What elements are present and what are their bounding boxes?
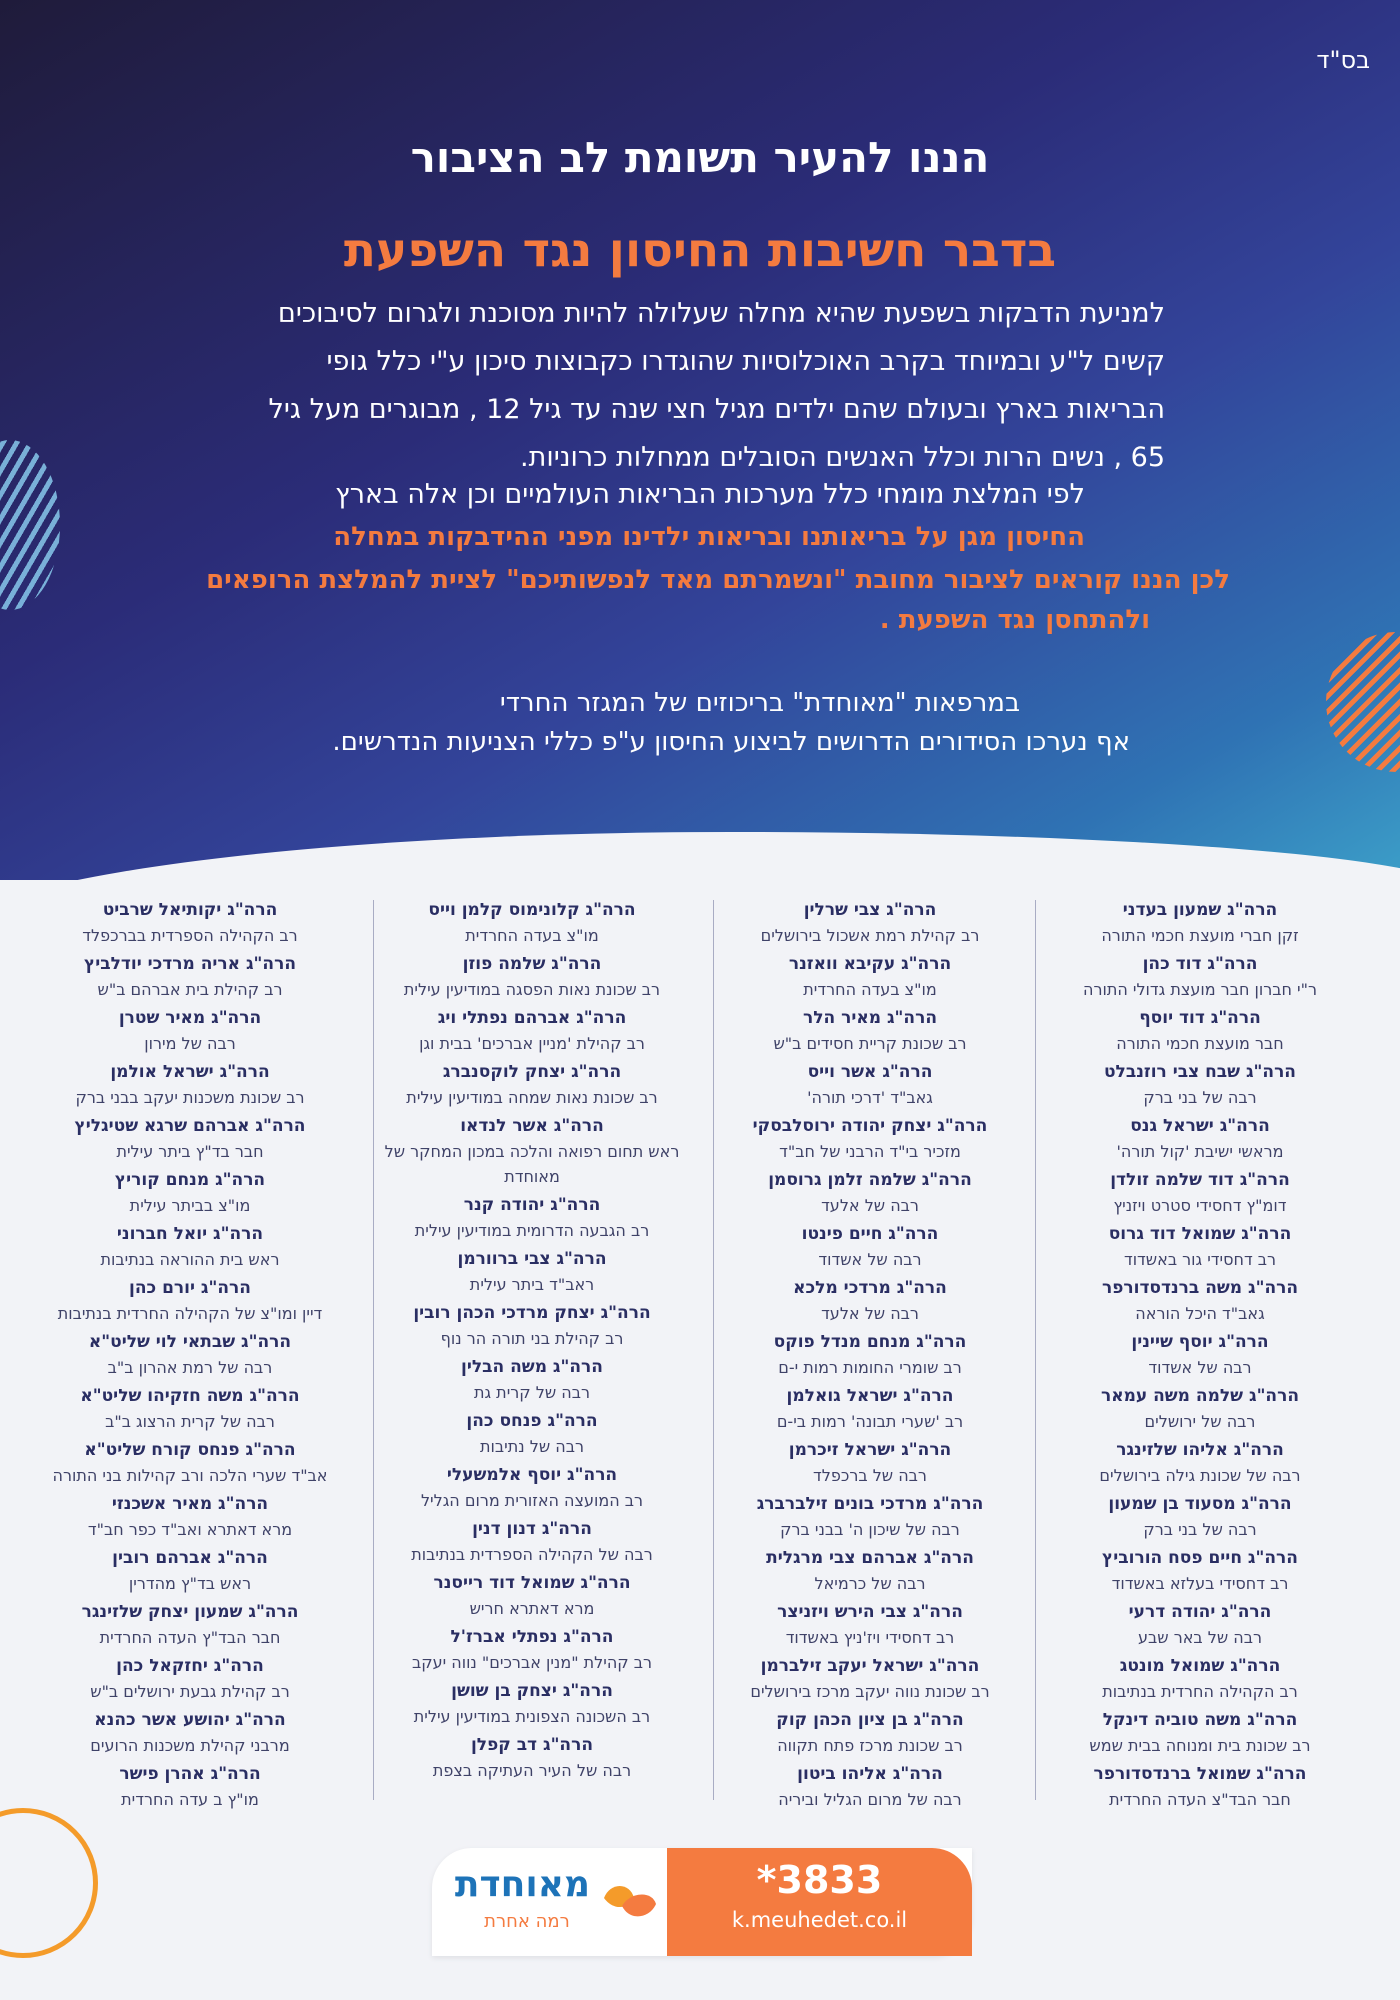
rabbi-entry [720,1438,1020,1488]
rabbi-entry [40,1006,340,1056]
brand-logo-text: מאוחדת [454,1864,590,1905]
rabbi-title: רבה של שיכון ה' בבני ברק [780,1520,960,1539]
rabbi-title: רב המועצה האזורית מרום הגליל [420,1491,644,1510]
rabbi-name: הרה"ג חיים פינטו [801,1224,939,1244]
rabbi-entry [720,1546,1020,1596]
rabbi-title: רב שכונת מרכז פתח תקווה [777,1736,963,1755]
rabbi-name: הרה"ג אברהם צבי מרגלית [766,1548,974,1568]
rabbi-entry [40,1060,340,1110]
rabbi-name: הרה"ג קלונימוס קלמן וייס [428,900,636,920]
brand-tagline: רמה אחרת [484,1911,570,1932]
rabbi-name: הרה"ג אברהם שרגא שטיגליץ [74,1116,306,1136]
rabbi-entry [382,1679,682,1729]
rabbi-name: הרה"ג חיים פסח הורוביץ [1102,1548,1298,1568]
rabbi-name: הרה"ג אריה מרדכי יודלביץ [84,954,296,974]
roster-column-4 [40,898,340,1810]
rabbi-title: רב שכונת קריית חסידים ב"ש [773,1034,967,1053]
rabbi-entry [382,1625,682,1675]
rabbi-title: רב קהילת בית אברהם ב"ש [97,980,283,999]
rabbi-entry [40,1546,340,1596]
rabbi-entry [1050,1114,1350,1164]
rabbi-name: הרה"ג יקותיאל שרביט [102,900,278,920]
rabbi-title: רבה של בני ברק [1143,1520,1257,1539]
rabbi-entry [40,1330,340,1380]
rabbi-entry [40,1168,340,1218]
rabbi-entry [382,952,682,1002]
rabbi-entry [40,1492,340,1542]
rabbi-entry [40,1708,340,1758]
rabbi-title: אב"ד שערי הלכה ורב קהילות בני התורה [52,1466,328,1485]
rabbi-entry [720,952,1020,1002]
rabbi-entry [40,1762,340,1812]
rabbi-entry [40,1276,340,1326]
clinics-line: במרפאות "מאוחדת" בריכוזים של המגזר החרדי [499,688,1020,718]
rabbi-entry [382,1409,682,1459]
rabbi-title: מרבני קהילת משכנות הרועים [90,1736,290,1755]
rabbi-title: רב הקהילה הספרדית בברכפלד [82,926,298,945]
rabbi-title: רב דחסידי בעלזא באשדוד [1111,1574,1289,1593]
rabbi-entry [1050,1492,1350,1542]
rabbi-name: הרה"ג צבי ברוורמן [457,1249,607,1269]
rabbi-title: דומ"ץ דחסידי סטרט ויזניץ [1113,1196,1287,1215]
rabbi-name: הרה"ג שמעון בעדני [1122,900,1278,920]
rabbi-name: הרה"ג ישראל גנס [1130,1116,1270,1136]
rabbi-title: רב הקהילה החרדית בנתיבות [1102,1682,1298,1701]
rabbi-name: הרה"ג משה ברנדסדורפר [1101,1278,1299,1298]
intro-paragraph: למניעת הדבקות בשפעת שהיא מחלה שעלולה להיות מסוכנת ולגרום לסיבוכים קשים ל"ע ובמיוחד בקרב האוכלוסיות שהוגדרו כקבוצות סיכון ע"י כלל גופי הבריאות בארץ ובעולם שהם ילדים מגיל חצי שנה עד גיל 12 , מבוגרים מעל גיל 65 , נשים הרות וכלל האנשים הסובלים ממחלות כרוניות. [268,298,1165,473]
rabbi-name: הרה"ג יחזקאל כהן [116,1656,264,1676]
rabbi-title: רב דחסידי ויז'ניץ באשדוד [785,1628,955,1647]
rabbi-name: הרה"ג אליהו שלזינגר [1116,1440,1284,1460]
rabbi-entry [382,1571,682,1621]
rabbi-title: רב הגבעה הדרומית במודיעין עילית [414,1221,650,1240]
rabbi-name: הרה"ג אהרן פישר [119,1764,261,1784]
rabbi-entry [1050,1006,1350,1056]
rabbi-entry [1050,1168,1350,1218]
rabbi-entry [1050,1708,1350,1758]
rabbi-entry [382,1517,682,1567]
rabbi-name: הרה"ג צבי שרלין [803,900,937,920]
rabbi-entry [1050,1222,1350,1272]
rabbi-title: גאב"ד היכל הוראה [1135,1304,1265,1323]
rabbi-name: הרה"ג יואל חברוני [116,1224,264,1244]
rabbi-title: ראש תחום רפואה והלכה במכון המחקר של מאוחדת [384,1142,680,1186]
subheadline: בדבר חשיבות החיסון נגד השפעת [343,223,1057,278]
column-divider [1035,900,1036,1800]
rabbi-title: חבר הבד"ץ העדה החרדית [99,1628,281,1647]
rabbi-title: רב 'שערי תבונה' רמות בי-ם [776,1412,964,1431]
rabbi-entry [40,898,340,948]
rabbi-title: רבה של מרום הגליל וביריה [778,1790,962,1809]
rabbi-entry [720,898,1020,948]
brand-logo-icon [600,1878,658,1926]
rabbi-title: רב שומרי החומות רמות י-ם [778,1358,962,1377]
rabbi-name: הרה"ג יהודה קנר [463,1195,601,1215]
rabbi-name: הרה"ג מאיר שטרן [118,1008,262,1028]
rabbi-name: הרה"ג יצחק בן שושן [451,1681,613,1701]
rabbi-title: רבה של נתיבות [480,1437,584,1456]
rabbi-title: רב דחסידי גור באשדוד [1123,1250,1277,1269]
rabbi-entry [382,1060,682,1110]
rabbi-name: הרה"ג שלמה זלמן גרוסמן [768,1170,972,1190]
rabbi-name: הרה"ג יוסף אלמשעלי [446,1465,618,1485]
rabbi-entry [720,1492,1020,1542]
column-divider [373,900,374,1800]
rabbi-entry [40,1222,340,1272]
rabbi-name: הרה"ג שלמה פוזן [462,954,602,974]
rabbi-name: הרה"ג נפתלי אברז'ל [450,1627,614,1647]
bsd-mark: בס"ד [1316,46,1370,74]
rabbi-title: מו"צ בעדה החרדית [465,926,599,945]
roster-column-2 [720,898,1020,1810]
rabbi-entry [382,1006,682,1056]
call-to-public: לכן הננו קוראים לציבור מחובת "ונשמרתם מאד לנפשותיכם" לציית להמלצת הרופאים [206,565,1230,595]
rabbi-title: מו"צ בביתר עילית [129,1196,251,1215]
rabbi-entry [720,1222,1020,1272]
rabbi-entry [1050,898,1350,948]
rabbi-title: רב קהילת בני תורה הר נוף [440,1329,624,1348]
rabbi-name: הרה"ג משה הבלין [461,1357,603,1377]
rabbi-entry [382,1733,682,1783]
rabbi-title: רב שכונת נאות שמחה במודיעין עילית [406,1088,658,1107]
rabbi-title: רב קהילת רמת אשכול בירושלים [760,926,980,945]
rabbi-title: רבה של אלעד [821,1304,919,1323]
rabbi-name: הרה"ג יוסף שיינין [1131,1332,1269,1352]
rabbi-name: הרה"ג ישראל גואלמן [786,1386,954,1406]
headline: הננו להעיר תשומת לב הציבור [410,133,990,182]
rabbi-name: הרה"ג ישראל זיכרמן [788,1440,952,1460]
rabbi-name: הרה"ג שמואל ברנדסדורפר [1093,1764,1307,1784]
rabbi-entry [382,898,682,948]
rabbi-title: מו"ץ ב עדה החרדית [121,1790,259,1809]
rabbi-name: הרה"ג שמואל דוד רייסנר [433,1573,631,1593]
rabbi-name: הרה"ג דוד שלמה זולדן [1110,1170,1290,1190]
rabbi-title: רבה של הקהילה הספרדית בנתיבות [411,1545,653,1564]
rabbi-title: רבה של אשדוד [1148,1358,1252,1377]
footer-banner [432,1848,972,1956]
rabbi-name: הרה"ג ישראל אולמן [110,1062,270,1082]
rabbi-entry [720,1762,1020,1812]
rabbi-entry [720,1654,1020,1704]
rabbi-name: הרה"ג בן ציון הכהן קוק [776,1710,964,1730]
rabbi-name: הרה"ג דוד כהן [1142,954,1258,974]
rabbi-title: רבה של קרית גת [473,1383,590,1402]
rabbi-title: מרא דאתרא ואב"ד כפר חב"ד [87,1520,293,1539]
phone-number[interactable]: *3833 [756,1858,883,1902]
rabbi-name: הרה"ג מנחם מנדל פוקס [773,1332,967,1352]
rabbi-entry [40,1600,340,1650]
rabbi-name: הרה"ג מאיר אשכנזי [111,1494,269,1514]
rabbi-title: רבה של בני ברק [1143,1088,1257,1107]
rabbi-name: הרה"ג דב קפלן [470,1735,594,1755]
rabbi-entry [40,1384,340,1434]
rabbi-name: הרה"ג יצחק לוקסנברג [442,1062,622,1082]
rabbi-title: רב שכונת משכנות יעקב בבני ברק [75,1088,305,1107]
rabbi-title: ר"י חברון חבר מועצת גדולי התורה [1082,980,1317,999]
rabbi-title: רבה של כרמיאל [814,1574,926,1593]
rabbi-title: רב שכונת נאות הפסגה במודיעין עילית [403,980,661,999]
rabbis-roster [40,898,1355,1810]
rabbi-entry [382,1193,682,1243]
rabbi-name: הרה"ג מרדכי מלכא [793,1278,947,1298]
rabbi-title: דיין ומו"צ של הקהילה החרדית בנתיבות [57,1304,323,1323]
rabbi-title: רבה של קרית הרצוג ב"ב [105,1412,275,1431]
rabbi-name: הרה"ג שמעון יצחק שלזינגר [81,1602,299,1622]
rabbi-entry [40,1114,340,1164]
rabbi-name: הרה"ג מנחם קוריץ [114,1170,266,1190]
rabbi-title: רבה של מירון [144,1034,236,1053]
rabbi-name: הרה"ג אשר לנדאו [460,1116,604,1136]
rabbi-name: הרה"ג פנחס קורח שליט"א [84,1440,296,1460]
modesty-arrangements-line: אף נערכו הסידורים הדרושים לביצוע החיסון ע"פ כללי הצניעות הנדרשים. [332,727,1130,757]
rabbi-title: רבה של אלעד [821,1196,919,1215]
rabbi-title: ראב"ד ביתר עילית [469,1275,595,1294]
rabbi-title: מראשי ישיבת 'קול תורה' [1116,1142,1284,1161]
rabbi-entry [40,1654,340,1704]
rabbi-entry [1050,952,1350,1002]
rabbi-name: הרה"ג עקיבא וואזנר [788,954,952,974]
rabbi-entry [720,1330,1020,1380]
rabbi-entry [1050,1546,1350,1596]
rabbi-entry [382,1301,682,1351]
rabbi-name: הרה"ג דנון דנין [472,1519,592,1539]
rabbi-title: רבה של רמת אהרון ב"ב [107,1358,273,1377]
orange-ring-decoration [0,1808,98,1958]
rabbi-title: חבר הבד"צ העדה החרדית [1109,1790,1291,1809]
rabbi-name: הרה"ג אברהם נפתלי ויג [437,1008,627,1028]
rabbi-name: הרה"ג מאיר הלר [803,1008,937,1028]
rabbi-entry [382,1114,682,1189]
rabbi-title: רב קהילת גבעת ירושלים ב"ש [90,1682,290,1701]
rabbi-entry [720,1708,1020,1758]
rabbi-entry [1050,1438,1350,1488]
rabbi-entry [382,1247,682,1297]
rabbi-name: הרה"ג דוד יוסף [1139,1008,1261,1028]
rabbi-entry [382,1355,682,1405]
rabbi-name: הרה"ג אברהם רובין [112,1548,268,1568]
rabbi-entry [382,1463,682,1513]
rabbi-title: חבר מועצת חכמי התורה [1116,1034,1284,1053]
rabbi-name: הרה"ג שבח צבי רוזנבלט [1104,1062,1296,1082]
call-to-vaccinate: ולהתחסן נגד השפעת . [879,605,1150,635]
rabbi-title: רב השכונה הצפונית במודיעין עילית [413,1707,651,1726]
rabbi-title: רבה של באר שבע [1138,1628,1262,1647]
rabbi-name: הרה"ג משה חזקיהו שליט"א [80,1386,300,1406]
recommendation-highlight: החיסון מגן על בריאותנו ובריאות ילדינו מפני ההידבקות במחלה [333,522,1085,552]
rabbi-name: הרה"ג מרדכי בונים זילברברג [756,1494,984,1514]
rabbi-title: רבה של ירושלים [1144,1412,1256,1431]
rabbi-name: הרה"ג יהודה דרעי [1128,1602,1272,1622]
rabbi-entry [720,1060,1020,1110]
rabbi-name: הרה"ג שלמה משה עמאר [1100,1386,1300,1406]
rabbi-name: הרה"ג צבי הירש ויזניצר [777,1602,963,1622]
rabbi-entry [1050,1762,1350,1812]
rabbi-name: הרה"ג אשר וייס [807,1062,933,1082]
rabbi-title: רבה של אשדוד [818,1250,922,1269]
rabbi-entry [1050,1600,1350,1650]
rabbi-entry [1050,1276,1350,1326]
roster-column-1 [1050,898,1350,1810]
rabbi-name: הרה"ג משה טוביה דינקל [1102,1710,1298,1730]
rabbi-entry [720,1168,1020,1218]
website-link[interactable]: k.meuhedet.co.il [731,1908,908,1932]
rabbi-name: הרה"ג שמואל מונטג [1119,1656,1281,1676]
rabbi-entry [40,952,340,1002]
rabbi-title: מרא דאתרא חריש [469,1599,595,1618]
rabbi-title: מזכיר בי"ד הרבני של חב"ד [779,1142,961,1161]
rabbi-name: הרה"ג יצחק יהודה ירוסלבסקי [752,1116,988,1136]
rabbi-title: רב קהילת "מנין אברכים" נווה יעקב [411,1653,653,1672]
recommendation-line: לפי המלצת מומחי כלל מערכות הבריאות העולמיים וכן אלה בארץ [335,479,1085,510]
rabbi-entry [720,1006,1020,1056]
rabbi-title: גאב"ד 'דרכי תורה' [807,1088,933,1107]
rabbi-entry [1050,1330,1350,1380]
rabbi-title: ראש בית ההוראה בנתיבות [100,1250,280,1269]
rabbi-entry [1050,1384,1350,1434]
rabbi-name: הרה"ג פנחס כהן [466,1411,598,1431]
rabbi-title: זקן חברי מועצת חכמי התורה [1101,926,1299,945]
rabbi-name: הרה"ג ישראל יעקב זילברמן [760,1656,980,1676]
rabbi-name: הרה"ג מסעוד בן שמעון [1108,1494,1292,1514]
rabbi-title: ראש בד"ץ מהדרין [128,1574,252,1593]
rabbi-title: חבר בד"ץ ביתר עילית [116,1142,264,1161]
rabbi-entry [720,1600,1020,1650]
rabbi-entry [720,1276,1020,1326]
rabbi-name: הרה"ג יהושע אשר כהנא [94,1710,286,1730]
rabbi-title: רבה של שכונת גילה בירושלים [1099,1466,1301,1485]
rabbi-title: רב שכונת בית ומנוחה בבית שמש [1089,1736,1311,1755]
rabbi-name: הרה"ג אליהו ביטון [797,1764,943,1784]
rabbi-name: הרה"ג יצחק מרדכי הכהן רובין [413,1303,651,1323]
roster-column-3 [382,898,682,1810]
rabbi-name: הרה"ג שבתאי לוי שליט"א [88,1332,292,1352]
rabbi-entry [1050,1654,1350,1704]
rabbi-title: מו"צ בעדה החרדית [803,980,937,999]
rabbi-name: הרה"ג יורם כהן [129,1278,251,1298]
rabbi-title: רבה של העיר העתיקה בצפת [432,1761,632,1780]
rabbi-entry [720,1114,1020,1164]
rabbi-name: הרה"ג שמואל דוד גרוס [1108,1224,1292,1244]
rabbi-entry [40,1438,340,1488]
rabbi-entry [720,1384,1020,1434]
rabbi-title: רב קהילת 'מניין אברכים' בבית וגן [419,1034,645,1053]
rabbi-title: רב שכונת נווה יעקב מרכז בירושלים [750,1682,990,1701]
rabbi-entry [1050,1060,1350,1110]
rabbi-title: רבה של ברכפלד [813,1466,927,1485]
column-divider [713,900,714,1800]
